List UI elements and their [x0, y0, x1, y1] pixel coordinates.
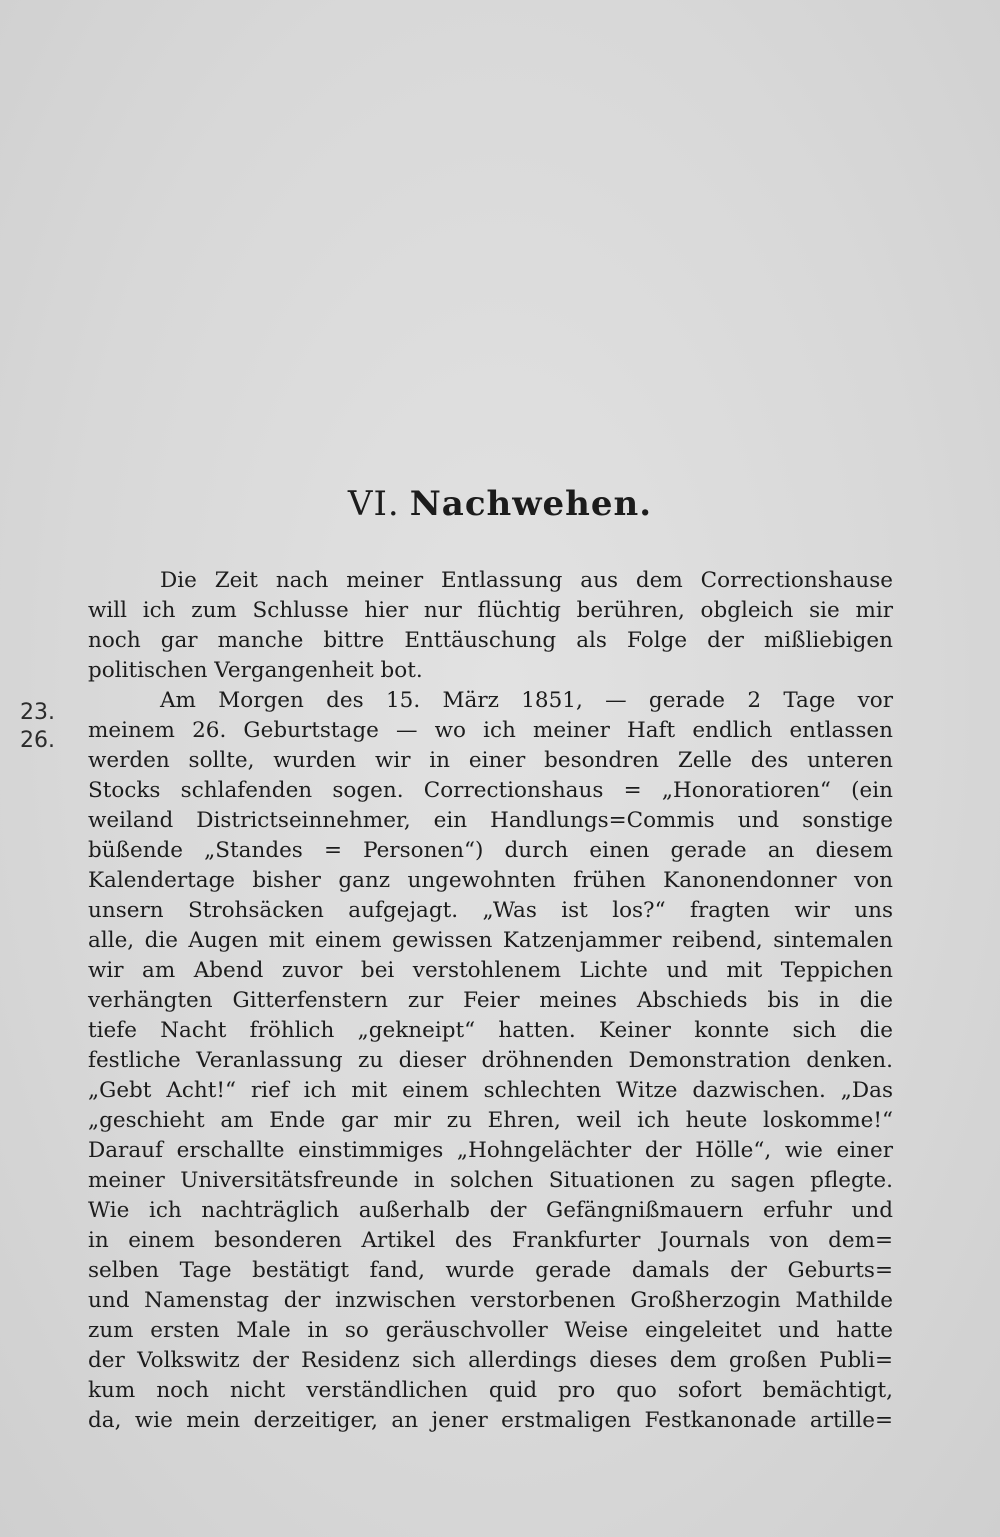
text-line: noch gar manche bittre Enttäuschung als Folge der mißliebigen: [88, 628, 893, 653]
text-line: der Volkswitz der Residenz sich allerdings dieses dem großen Publi=: [88, 1348, 893, 1373]
margin-note-original-date: 26.: [20, 728, 55, 753]
text-line: unsern Strohsäcken aufgejagt. „Was ist los?“ fragten wir uns: [88, 898, 893, 923]
text-line: wir am Abend zuvor bei verstohlenem Lichte und mit Teppichen: [88, 958, 893, 983]
text-line: werden sollte, wurden wir in einer besondren Zelle des unteren: [88, 748, 893, 773]
chapter-title: Nachwehen.: [409, 484, 653, 524]
text-line: Wie ich nachträglich außerhalb der Gefängnißmauern erfuhr und: [88, 1198, 893, 1223]
text-line: Am Morgen des 15. März 1851, — gerade 2 Tage vor: [160, 688, 893, 713]
text-line: Kalendertage bisher ganz ungewohnten frühen Kanonendonner von: [88, 868, 893, 893]
text-line: in einem besonderen Artikel des Frankfurter Journals von dem=: [88, 1228, 893, 1253]
chapter-numeral: VI.: [347, 484, 400, 524]
text-line: kum noch nicht verständlichen quid pro quo sofort bemächtigt,: [88, 1378, 893, 1403]
text-line: tiefe Nacht fröhlich „gekneipt“ hatten. Keiner konnte sich die: [88, 1018, 893, 1043]
chapter-heading: [0, 484, 1000, 524]
text-line: alle, die Augen mit einem gewissen Katzenjammer reibend, sintemalen: [88, 928, 893, 953]
text-line: verhängten Gitterfenstern zur Feier meines Abschieds bis in die: [88, 988, 893, 1013]
text-line: zum ersten Male in so geräuschvoller Weise eingeleitet und hatte: [88, 1318, 893, 1343]
text-line: Darauf erschallte einstimmiges „Hohngelächter der Hölle“, wie einer: [88, 1138, 893, 1163]
text-line: will ich zum Schlusse hier nur flüchtig berühren, obgleich sie mir: [88, 598, 893, 623]
text-line: politischen Vergangenheit bot.: [88, 658, 423, 683]
text-line: „Gebt Acht!“ rief ich mit einem schlechten Witze dazwischen. „Das: [88, 1078, 893, 1103]
text-line: meiner Universitätsfreunde in solchen Situationen zu sagen pflegte.: [88, 1168, 893, 1193]
chapter-body-text: [88, 566, 893, 1436]
text-line: weiland Districtseinnehmer, ein Handlungs=Commis und sonstige: [88, 808, 893, 833]
margin-note-corrected-date: 23.: [20, 700, 55, 725]
text-line: selben Tage bestätigt fand, wurde gerade damals der Geburts=: [88, 1258, 893, 1283]
text-line: „geschieht am Ende gar mir zu Ehren, weil ich heute loskomme!“: [88, 1108, 893, 1133]
text-line: da, wie mein derzeitiger, an jener erstmaligen Festkanonade artille=: [88, 1408, 893, 1433]
text-line: büßende „Standes = Personen“) durch einen gerade an diesem: [88, 838, 893, 863]
text-line: meinem 26. Geburtstage — wo ich meiner Haft endlich entlassen: [88, 718, 893, 743]
text-line: und Namenstag der inzwischen verstorbenen Großherzogin Mathilde: [88, 1288, 893, 1313]
text-line: Die Zeit nach meiner Entlassung aus dem Correctionshause: [160, 568, 893, 593]
text-line: festliche Veranlassung zu dieser dröhnenden Demonstration denken.: [88, 1048, 893, 1073]
text-line: Stocks schlafenden sogen. Correctionshaus = „Honoratioren“ (ein: [88, 778, 893, 803]
